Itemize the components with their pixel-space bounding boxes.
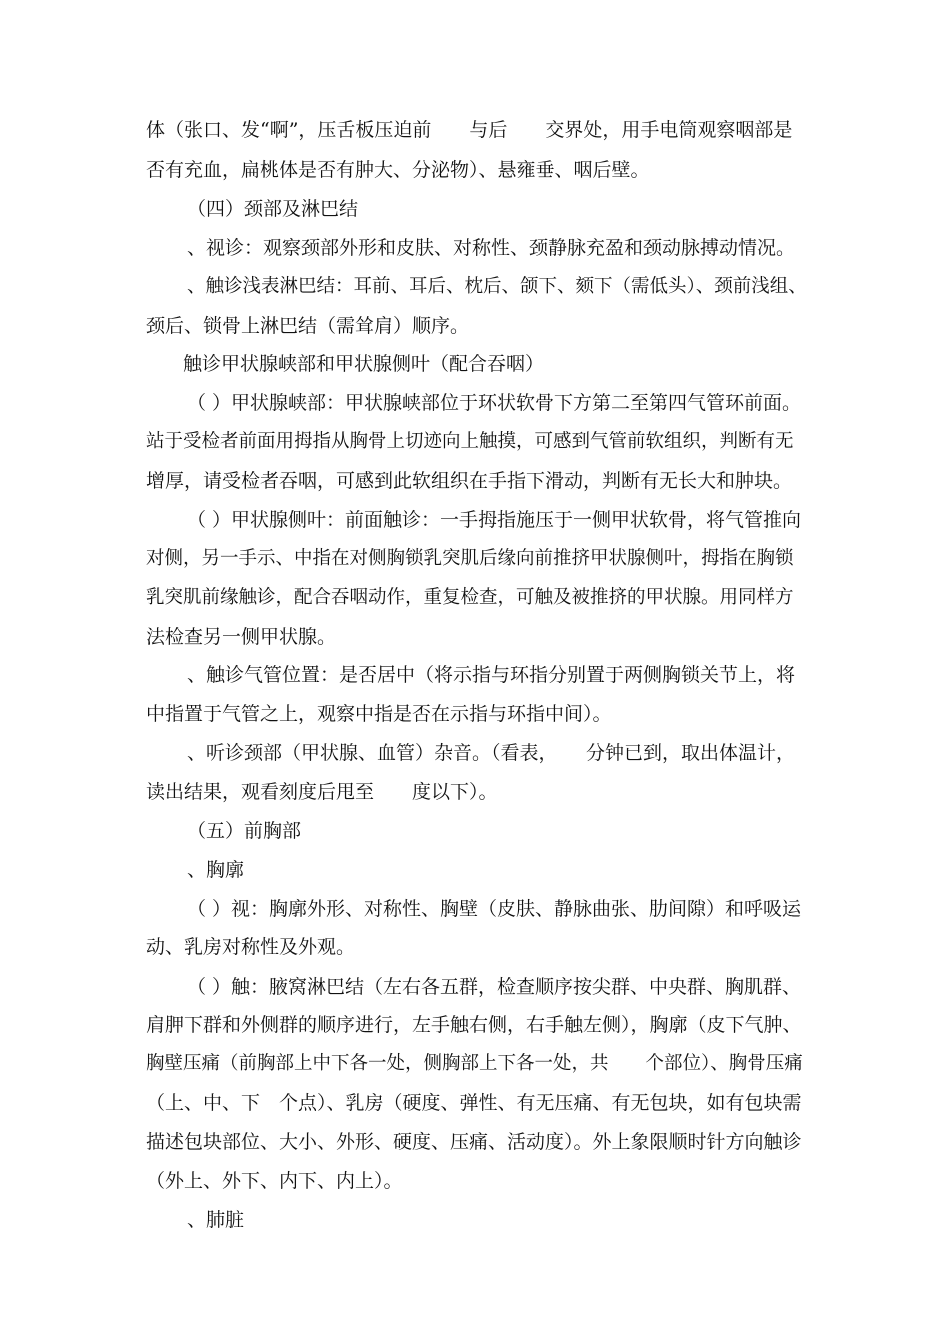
text-line: 、听诊颈部（甲状腺、血管）杂音。（看表， 分钟已到，取出体温计， — [187, 742, 796, 764]
text-line: 乳突肌前缘触诊，配合吞咽动作，重复检查，可触及被推挤的甲状腺。用同样方 — [146, 587, 794, 608]
text-line: 体（张口、发“啊”，压舌板压迫前 与后 交界处，用手电筒观察咽部是 — [146, 119, 793, 141]
text-line: 增厚，请受检者吞咽，可感到此软组织在手指下滑动，判断有无长大和肿块。 — [146, 470, 793, 492]
text-line: 否有充血，扁桃体是否有肿大、分泌物）、悬雍垂、咽后壁。 — [146, 159, 650, 181]
text-line: （ ）甲状腺侧叶：前面触诊：一手拇指施压于一侧甲状软骨，将气管推向 — [187, 509, 802, 531]
text-line: 读出结果，观看刻度后甩至 度以下）。 — [146, 781, 498, 803]
text-line: （ ）视：胸廓外形、对称性、胸壁（皮肤、静脉曲张、肋间隙）和呼吸运 — [187, 898, 802, 920]
text-line: 、触诊浅表淋巴结：耳前、耳后、枕后、颌下、颏下（需低头）、颈前浅组、 — [187, 276, 807, 297]
text-line: 、触诊气管位置：是否居中（将示指与环指分别置于两侧胸锁关节上，将 — [187, 664, 796, 686]
text-line: 法检查另一侧甲状腺。 — [146, 626, 337, 648]
text-line: 胸壁压痛（前胸部上中下各一处，侧胸部上下各一处，共 个部位）、胸骨压痛 — [146, 1053, 803, 1074]
text-line: 动、乳房对称性及外观。 — [146, 936, 356, 958]
subsection-heading: 、胸廓 — [187, 859, 245, 881]
text-line: （ ）触：腋窝淋巴结（左右各五群，检查顺序按尖群、中央群、胸肌群、 — [187, 976, 802, 998]
text-line: 颈后、锁骨上淋巴结（需耸肩）顺序。 — [146, 315, 470, 337]
text-line: （外上、外下、内下、内上）。 — [146, 1170, 403, 1192]
text-line: 描述包块部位、大小、外形、硬度、压痛、活动度）。外上象限顺时针方向触诊 — [146, 1131, 802, 1153]
text-line: 对侧，另一手示、中指在对侧胸锁乳突肌后缘向前推挤甲状腺侧叶，拇指在胸锁 — [146, 548, 794, 569]
text-line: （上、中、下 个点）、乳房（硬度、弹性、有无压痛、有无包块，如有包块需 — [146, 1092, 802, 1114]
subsection-heading: 触诊甲状腺峡部和甲状腺侧叶（配合吞咽） — [183, 353, 545, 375]
text-line: 、视诊：观察颈部外形和皮肤、对称性、颈静脉充盈和颈动脉搏动情况。 — [187, 237, 796, 259]
text-line: 站于受检者前面用拇指从胸骨上切迹向上触摸，可感到气管前软组织，判断有无 — [146, 431, 794, 452]
text-line: 中指置于气管之上，观察中指是否在示指与环指中间）。 — [146, 703, 612, 725]
subsection-heading: 、肺脏 — [187, 1209, 245, 1231]
text-line: （ ）甲状腺峡部：甲状腺峡部位于环状软骨下方第二至第四气管环前面。 — [187, 392, 802, 414]
section-heading: （五）前胸部 — [187, 820, 302, 842]
section-heading: （四）颈部及淋巴结 — [187, 198, 359, 220]
text-line: 肩胛下群和外侧群的顺序进行，左手触右侧，右手触左侧），胸廓（皮下气肿、 — [146, 1014, 802, 1036]
